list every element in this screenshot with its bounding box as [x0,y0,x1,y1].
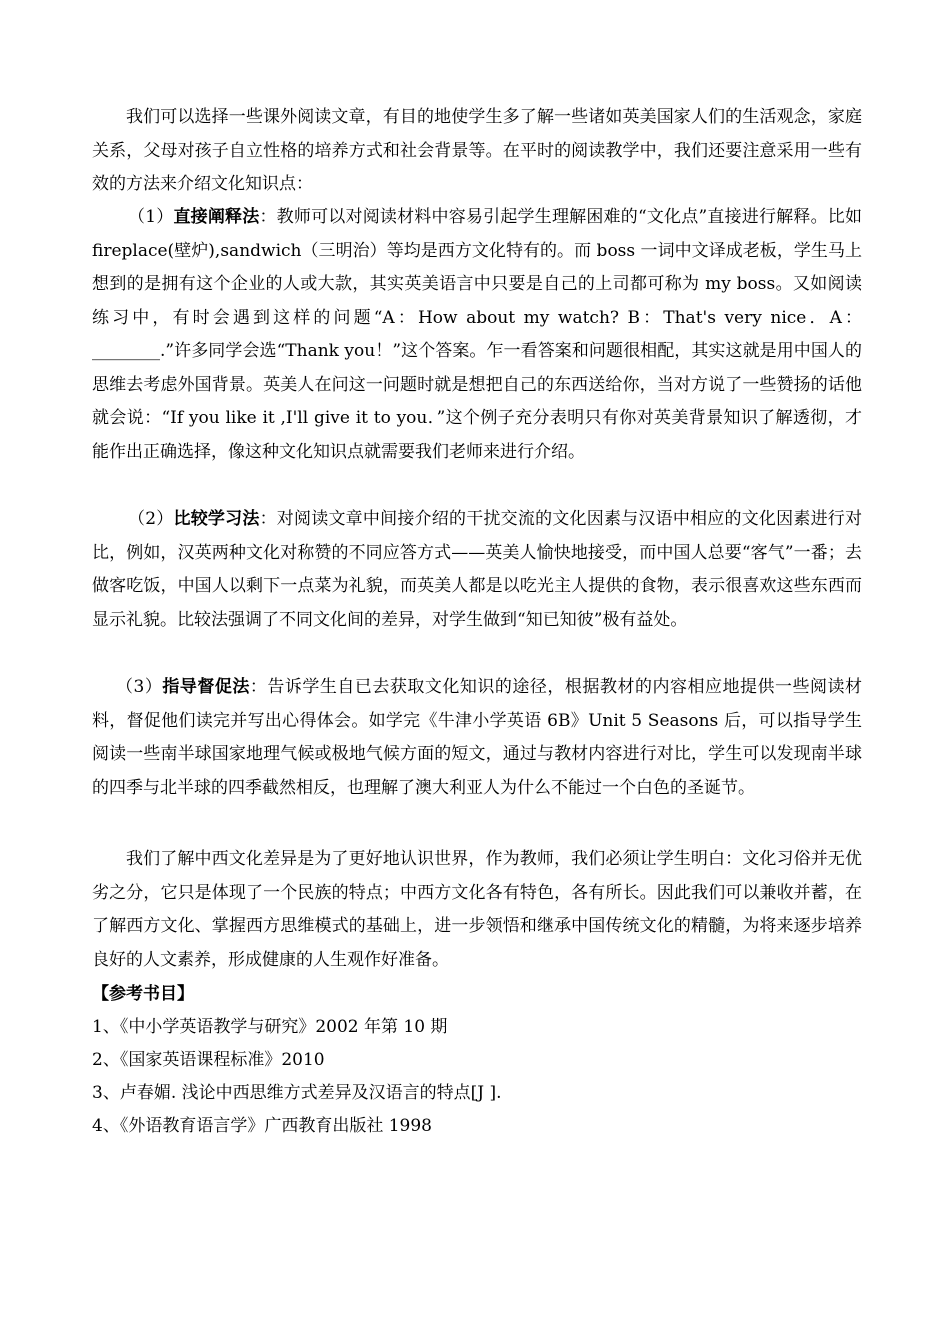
references-title: 【参考书目】 [92,984,194,1004]
intro-paragraph: 我们可以选择一些课外阅读文章，有目的地使学生多了解一些诸如英美国家人们的生活观念，家庭关系，父母对孩子自立性格的培养方式和社会背景等。在平时的阅读教学中，我们还要注意采用一些有效的方法来介绍文化知识点： [92,107,862,194]
method2-heading: 比较学习法 [173,509,260,529]
method3-number: （3） [116,677,163,697]
method2-number: （2） [128,509,174,529]
method3-text: ：告诉学生自已去获取文化知识的途径，根据教材的内容相应地提供一些阅读材料，督促他们读完并写出心得体会。如学完《牛津小学英语 6B》Unit 5 Seasons 后，可以指导学生阅读一些南半球国家地理气候或极地气候方面的短文，通过与教材内容进行对比，学生可以发现南半球的四季与北半球的四季截然相反，也理解了澳大利亚人为什么不能过一个白色的圣诞节。 [92,677,862,798]
reference-item: 3、卢春媚. 浅论中西思维方式差异及汉语言的特点[J ]. [92,1083,502,1103]
method1-heading: 直接阐释法 [173,207,260,227]
reference-item: 2、《国家英语课程标准》2010 [92,1050,325,1070]
reference-item: 1、《中小学英语教学与研究》2002 年第 10 期 [92,1017,448,1037]
reference-item: 4、《外语教育语言学》广西教育出版社 1998 [92,1116,432,1136]
method2-text: ：对阅读文章中间接介绍的干扰交流的文化因素与汉语中相应的文化因素进行对比，例如，汉英两种文化对称赞的不同应答方式——英美人愉快地接受，而中国人总要“客气”一番；去做客吃饭，中国人以剩下一点菜为礼貌，而英美人都是以吃光主人提供的食物，表示很喜欢这些东西而显示礼貌。比较法强调了不同文化间的差异，对学生做到“知已知彼”极有益处。 [92,509,863,630]
method3-paragraph [92,671,862,805]
method1-paragraph [92,201,862,469]
conclusion-paragraph: 我们了解中西文化差异是为了更好地认识世界，作为教师，我们必须让学生明白：文化习俗并无优劣之分，它只是体现了一个民族的特点；中西方文化各有特色，各有所长。因此我们可以兼收并蓄，在了解西方文化、掌握西方思维模式的基础上，进一步领悟和继承中国传统文化的精髓，为将来逐步培养良好的人文素养，形成健康的人生观作好准备。 [92,849,862,970]
method3-heading: 指导督促法 [162,677,250,697]
method1-text: ：教师可以对阅读材料中容易引起学生理解困难的“文化点”直接进行解释。比如 fireplace(壁炉),sandwich（三明治）等均是西方文化特有的。而 boss 一词中文译成老板，学生马上想到的是拥有这个企业的人或大款，其实英美语言中只要是自己的上司都可称为 my boss。又如阅读练习中，有时会遇到这样的问题“A：How about my watch? B：That's very nice．A：________.”许多同学会选“Thank you！”这个答案。乍一看答案和问题很相配，其实这就是用中国人的思维去考虑外国背景。英美人在问这一问题时就是想把自己的东西送给你，当对方说了一些赞扬的话他就会说：“If you like it ,I'll give it to you．”这个例子充分表明只有你对英美背景知识了解透彻，才能作出正确选择，像这种文化知识点就需要我们老师来进行介绍。 [92,207,862,462]
method1-number: （1） [128,207,174,227]
method2-paragraph [92,503,862,637]
